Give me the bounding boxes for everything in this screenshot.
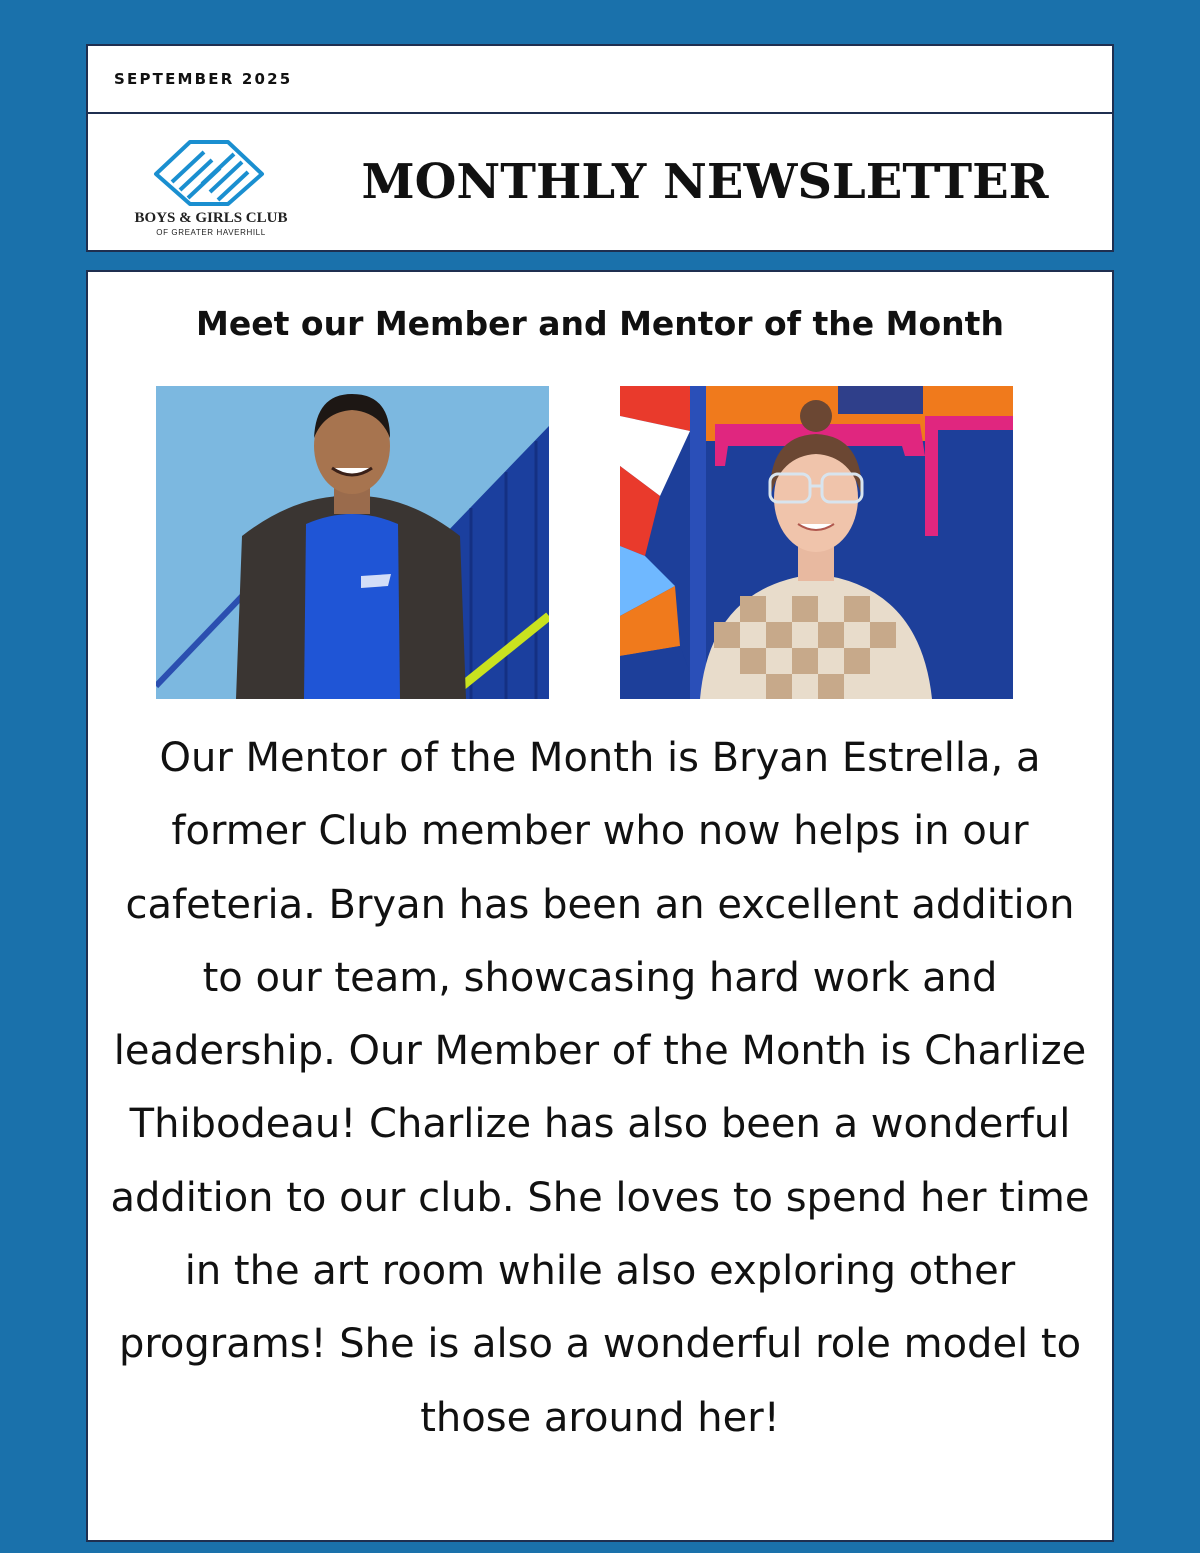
feature-body-text: Our Mentor of the Month is Bryan Estrella, a former Club member who now helps in our cafeteria. Bryan has been an excellent addition to our team, showcasing hard work and leadership. Our Member of the Month is Charlize Thibodeau! Charlize has also been a wonderful addition to our club. She loves to spend her time in the art room while also exploring other programs! She is also a wonderful role model to those around her! <box>110 735 1090 1441</box>
issue-date: SEPTEMBER 2025 <box>114 70 293 88</box>
mentor-photo <box>156 386 549 699</box>
newsletter-header <box>86 112 1114 252</box>
member-photo <box>620 386 1013 699</box>
newsletter-title: MONTHLY NEWSLETTER <box>361 154 1049 210</box>
logo-club-name: BOYS & GIRLS CLUB <box>134 210 288 226</box>
logo-club-subtitle: OF GREATER HAVERHILL <box>156 228 266 237</box>
date-banner <box>86 44 1114 114</box>
club-logo <box>116 138 306 242</box>
feature-article <box>86 270 1114 1542</box>
section-heading: Meet our Member and Mentor of the Month <box>196 304 1004 343</box>
interlocking-hands-logo-icon <box>152 138 270 208</box>
